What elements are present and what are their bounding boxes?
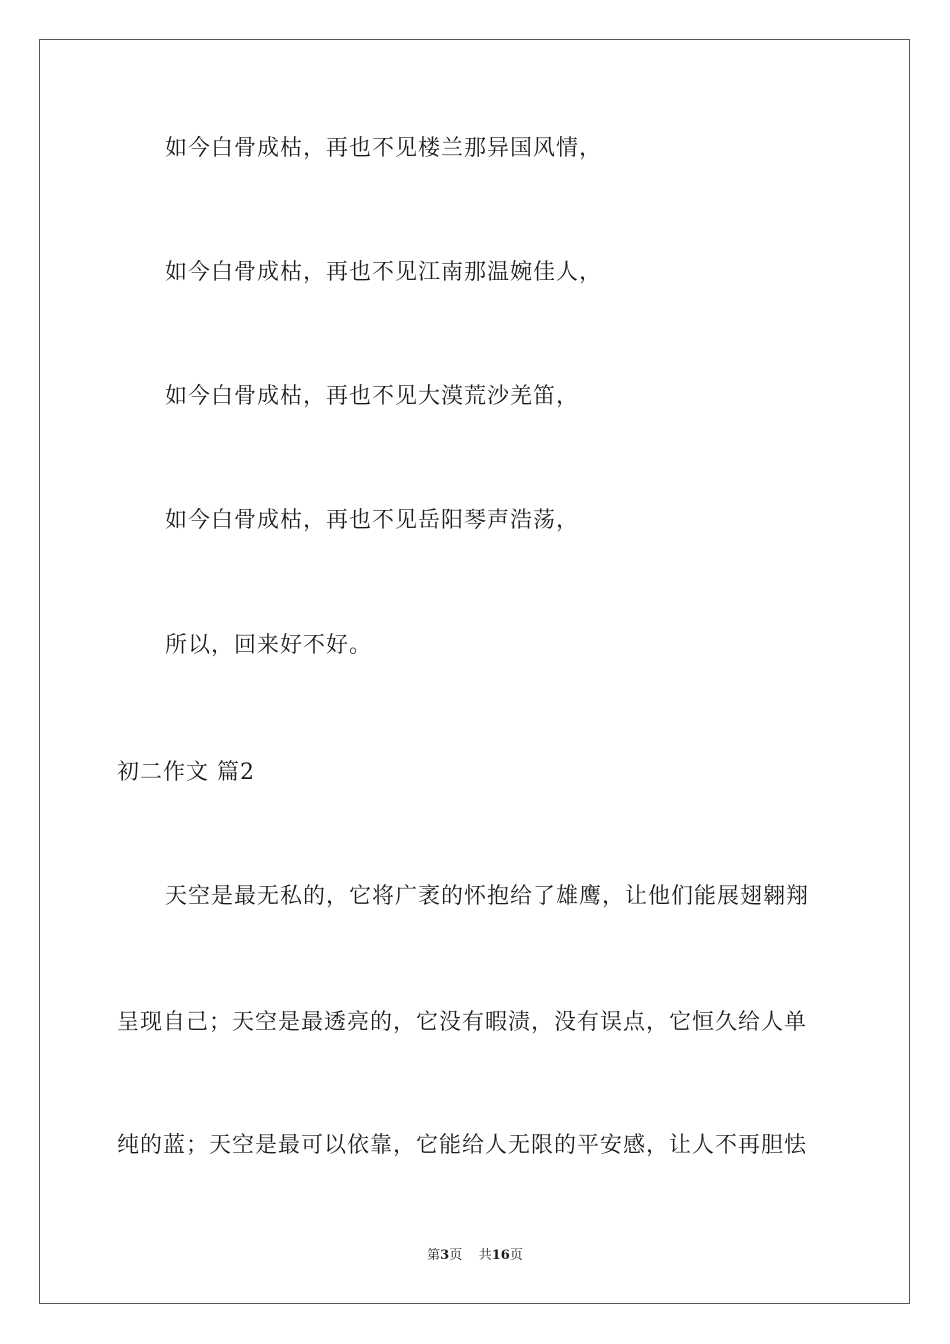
page-frame — [39, 39, 910, 1304]
section-heading: 初二作文 篇2 — [117, 760, 255, 785]
footer-prefix: 第 — [427, 1248, 441, 1263]
poem-line-3: 如今白骨成枯，再也不见大漠荒沙羌笛， — [165, 384, 580, 409]
poem-line-5: 所以，回来好不好。 — [165, 633, 373, 658]
page-footer — [0, 1247, 950, 1265]
footer-suffix: 页 — [509, 1248, 523, 1263]
poem-line-2: 如今白骨成枯，再也不见江南那温婉佳人， — [165, 260, 603, 285]
poem-line-1: 如今白骨成枯，再也不见楼兰那异国风情， — [165, 136, 603, 161]
footer-page-number: 3 — [440, 1248, 450, 1263]
essay-line-2: 呈现自己；天空是最透亮的，它没有暇渍，没有误点，它恒久给人单 — [117, 1010, 808, 1035]
footer-mid: 页 共 — [449, 1248, 492, 1263]
footer-total-pages: 16 — [491, 1248, 510, 1263]
poem-line-4: 如今白骨成枯，再也不见岳阳琴声浩荡， — [165, 508, 580, 533]
essay-line-3: 纯的蓝；天空是最可以依靠，它能给人无限的平安感，让人不再胆怯 — [117, 1133, 808, 1158]
essay-line-1: 天空是最无私的，它将广袤的怀抱给了雄鹰，让他们能展翅翱翔 — [165, 884, 810, 909]
